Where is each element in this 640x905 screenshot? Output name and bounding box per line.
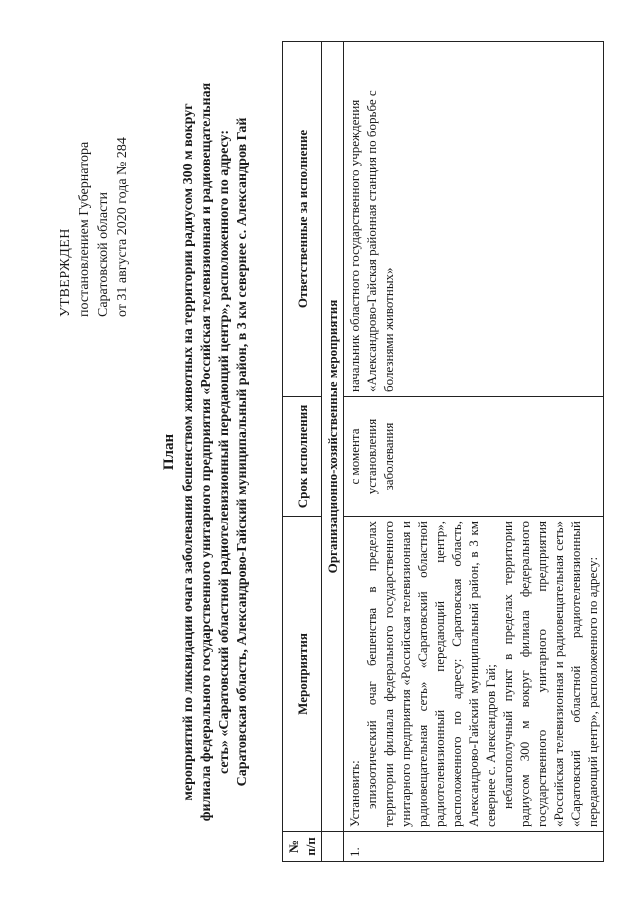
measure-intro: Установить: — [347, 760, 362, 827]
measure-paragraph: неблагополучный пункт в пределах территории радиусом 300 м вокруг филиала федерального государственного унитарного предприятия «Российская телевизионная и радиовещательная сеть» «Саратовский областной радиотелевизионный передающий центр», расположенного по адресу: — [500, 521, 600, 827]
header-term: Срок исполнения — [283, 397, 322, 517]
table-row — [344, 42, 604, 862]
header-num: № п/п — [283, 832, 322, 862]
row-responsible: начальник областного государственного учреждения «Александрово-Гайская районная станция по борьбе с болезнями животных» — [344, 42, 604, 397]
approval-line: Саратовской области — [96, 192, 111, 317]
approval-heading: УТВЕРЖДЕН — [58, 228, 73, 317]
header-responsible: Ответственные за исполнение — [283, 42, 322, 397]
approval-block — [56, 57, 132, 317]
table-header-row — [283, 42, 322, 862]
measure-paragraph: эпизоотический очаг бешенства в пределах территории филиала федерального государственного унитарного предприятия «Российская телевизионная и радиовещательная сеть» «Саратовский областной радиотелевизионный передающий центр», расположенного по адресу: Саратовская область, Александрово-Гайский муниципальный район, в 3 км севернее с. Александров Гай; — [364, 521, 498, 827]
section-title: Организационно-хозяйственные мероприятия — [322, 42, 344, 832]
measures-table — [282, 41, 604, 862]
approval-line: постановлением Губернатора — [77, 141, 92, 317]
document-title — [160, 42, 252, 862]
title-main: План — [161, 433, 177, 471]
section-num-cell — [322, 832, 344, 862]
approval-line: от 31 августа 2020 года № 284 — [115, 137, 130, 317]
row-term: с момента установления заболевания — [344, 397, 604, 517]
rotated-page — [40, 22, 600, 882]
header-measure: Мероприятия — [283, 517, 322, 832]
title-line: мероприятий по ликвидации очага заболевания бешенством животных на территории радиусом 300 м вокруг — [181, 103, 196, 801]
title-line: филиала федерального государственного унитарного предприятия «Российская телевизионная и радиовещательная — [199, 82, 214, 822]
title-line: сеть» «Саратовский областной радиотелевизионный передающий центр», расположенного по адресу: — [217, 129, 232, 775]
row-num: 1. — [344, 832, 604, 862]
row-measure — [344, 517, 604, 832]
title-line: Саратовская область, Александрово-Гайский муниципальный район, в 3 км севернее с. Александров Гай — [235, 117, 250, 787]
section-row — [322, 42, 344, 862]
